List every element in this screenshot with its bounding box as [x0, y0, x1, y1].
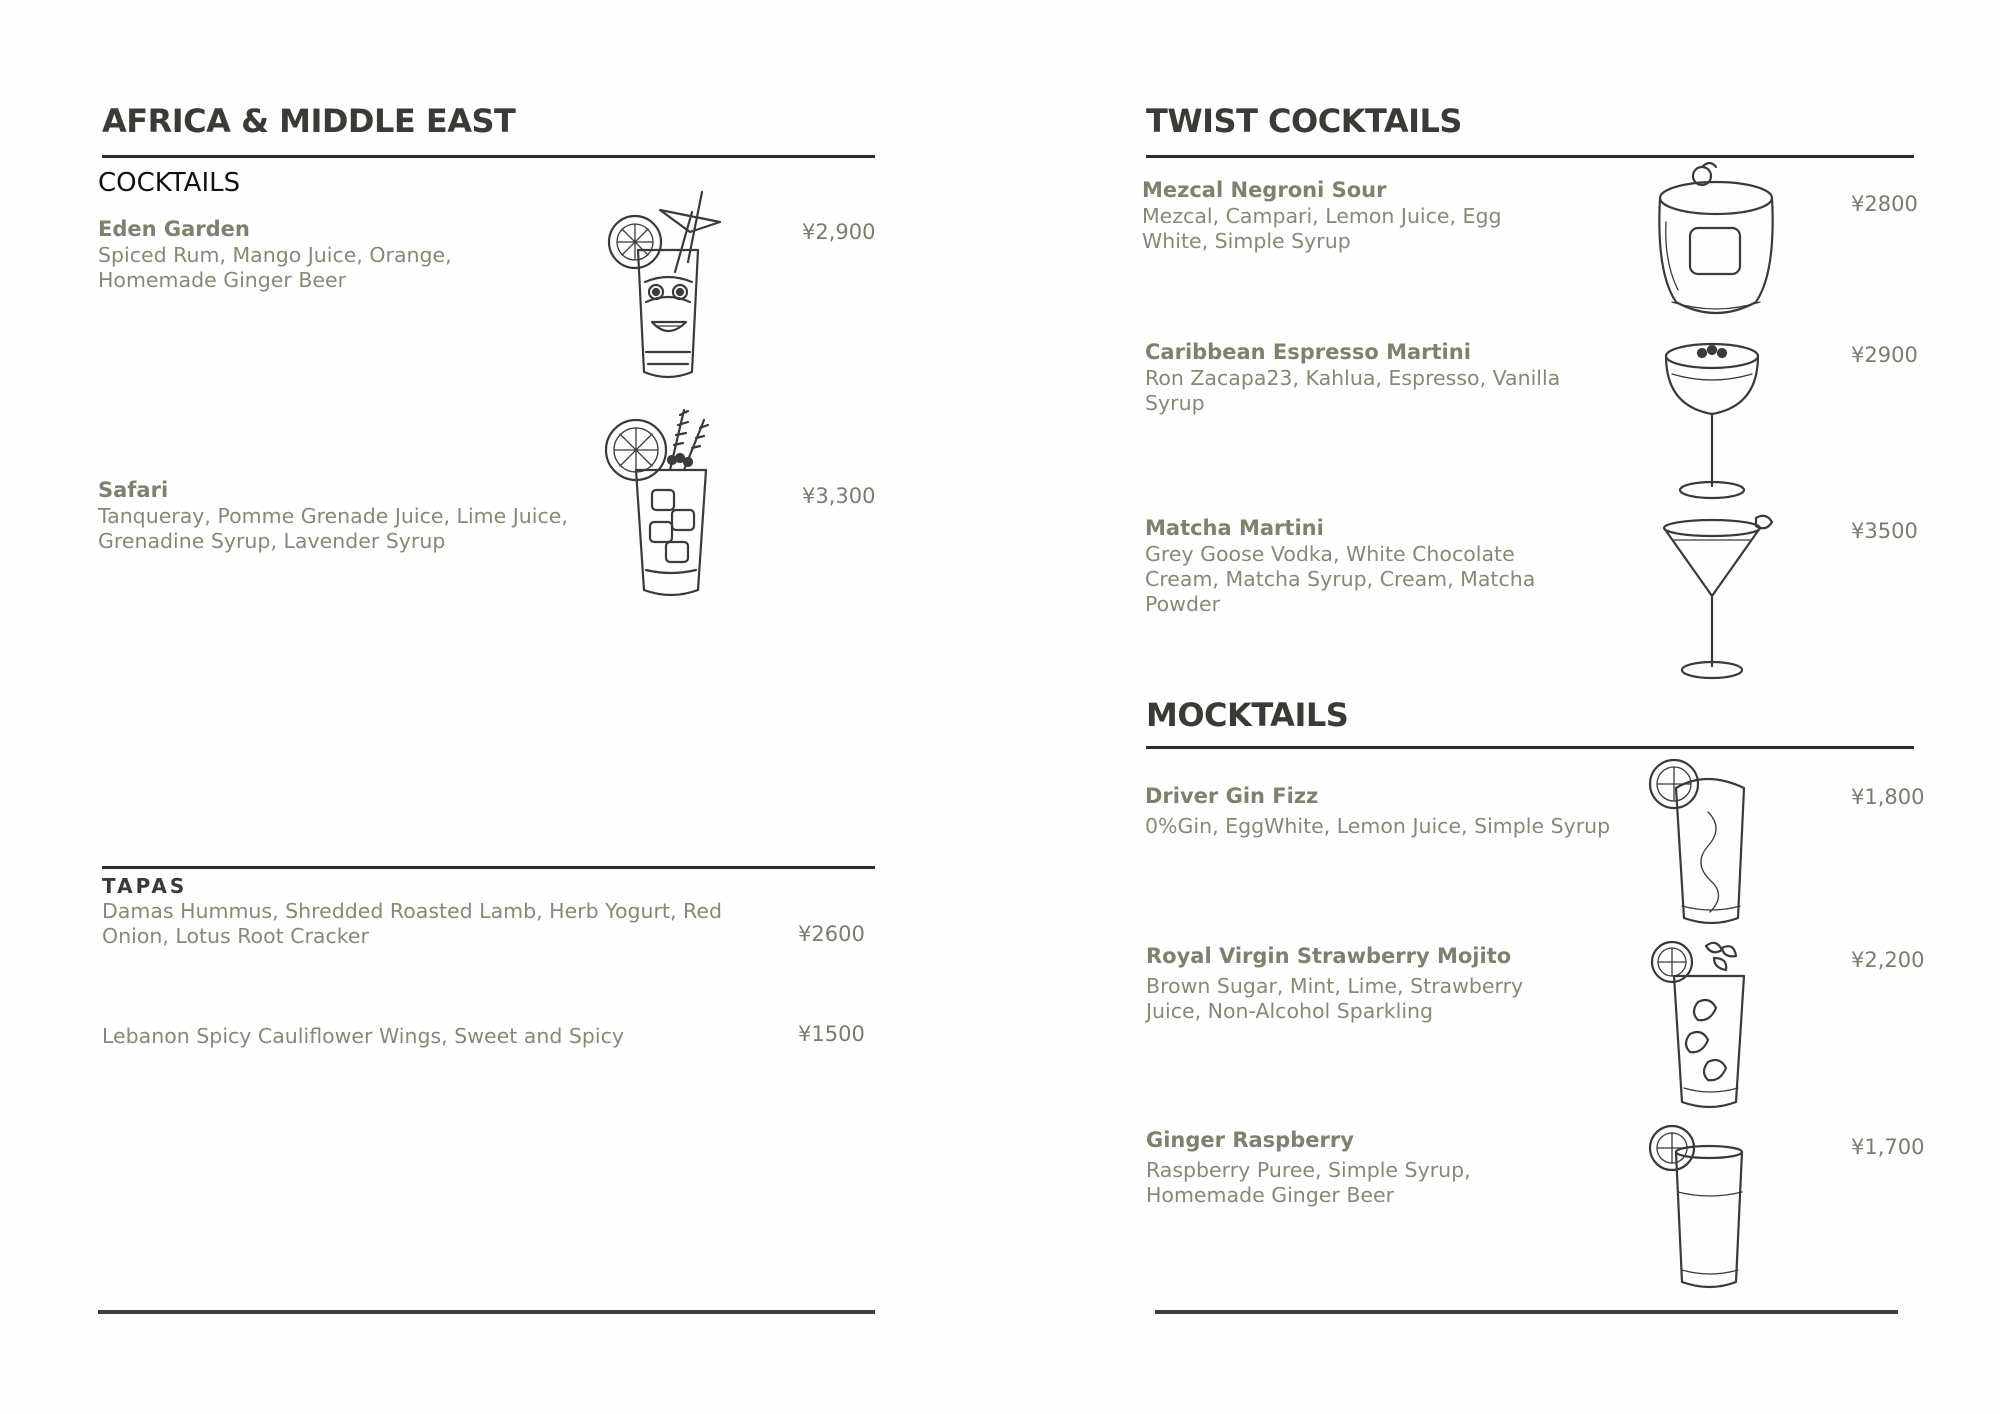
item-price: ¥1,700 — [1851, 1135, 1925, 1159]
subheading-cocktails: COCKTAILS — [98, 168, 241, 198]
rocks-glass-icon — [1652, 162, 1782, 322]
item-description: Brown Sugar, Mint, Lime, Strawberry Juice, Non-Alcohol Sparkling — [1146, 974, 1524, 1023]
item-price: ¥2600 — [798, 922, 865, 946]
menu-item — [1145, 516, 1625, 617]
item-description: Mezcal, Campari, Lemon Juice, Egg White, Simple Syrup — [1142, 204, 1502, 253]
highball-glass-icon — [1646, 1122, 1756, 1294]
item-name: Eden Garden — [98, 217, 250, 241]
menu-item — [1146, 1128, 1626, 1208]
item-description: Raspberry Puree, Simple Syrup, Homemade Ginger Beer — [1146, 1158, 1471, 1207]
martini-glass-icon — [1656, 514, 1786, 684]
section-title-mocktails: MOCKTAILS — [1146, 696, 1349, 734]
section-title-twist-cocktails: TWIST COCKTAILS — [1146, 102, 1462, 140]
tapas-item-description: Damas Hummus, Shredded Roasted Lamb, Herb Yogurt, Red Onion, Lotus Root Cracker — [102, 899, 722, 948]
item-price: ¥1500 — [798, 1022, 865, 1046]
section-title-africa-middle-east: AFRICA & MIDDLE EAST — [102, 102, 516, 140]
item-price: ¥2,900 — [802, 220, 876, 244]
tapas-item-description: Lebanon Spicy Cauliflower Wings, Sweet and Spicy — [102, 1024, 624, 1048]
item-price: ¥2,200 — [1851, 948, 1925, 972]
item-price: ¥2800 — [1851, 192, 1918, 216]
item-description: 0%Gin, EggWhite, Lemon Juice, Simple Syrup — [1145, 814, 1611, 838]
mojito-glass-icon — [1646, 938, 1756, 1113]
item-description: Grey Goose Vodka, White Chocolate Cream, Matcha Syrup, Cream, Matcha Powder — [1145, 542, 1536, 616]
item-name: Ginger Raspberry — [1146, 1128, 1354, 1152]
divider — [1155, 1310, 1898, 1314]
item-price: ¥3,300 — [802, 484, 876, 508]
menu-item — [1142, 178, 1622, 254]
item-name: Matcha Martini — [1145, 516, 1324, 540]
divider — [102, 155, 875, 158]
item-name: Safari — [98, 478, 169, 502]
item-name: Royal Virgin Strawberry Mojito — [1146, 944, 1512, 968]
item-description: Ron Zacapa23, Kahlua, Espresso, Vanilla Syrup — [1145, 366, 1561, 415]
divider — [102, 866, 875, 869]
divider — [1146, 155, 1914, 158]
menu-item — [1145, 784, 1625, 839]
item-description: Spiced Rum, Mango Juice, Orange, Homemade Ginger Beer — [98, 243, 452, 292]
highball-lavender-icon — [600, 400, 740, 605]
menu-item — [1145, 340, 1625, 416]
item-price: ¥1,800 — [1851, 785, 1925, 809]
menu-item — [1146, 944, 1626, 1024]
coupe-glass-icon — [1658, 338, 1768, 503]
menu-item — [98, 478, 598, 554]
item-description: Tanqueray, Pomme Grenade Juice, Lime Juice, Grenadine Syrup, Lavender Syrup — [98, 504, 568, 553]
subheading-tapas: TAPAS — [102, 874, 188, 898]
item-name: Mezcal Negroni Sour — [1142, 178, 1387, 202]
fizz-glass-icon — [1646, 756, 1756, 931]
item-name: Caribbean Espresso Martini — [1145, 340, 1471, 364]
item-name: Driver Gin Fizz — [1145, 784, 1319, 808]
tiki-glass-icon — [600, 192, 730, 392]
divider — [1146, 746, 1914, 749]
menu-item — [98, 217, 598, 293]
item-price: ¥3500 — [1851, 519, 1918, 543]
item-price: ¥2900 — [1851, 343, 1918, 367]
divider — [98, 1310, 875, 1314]
